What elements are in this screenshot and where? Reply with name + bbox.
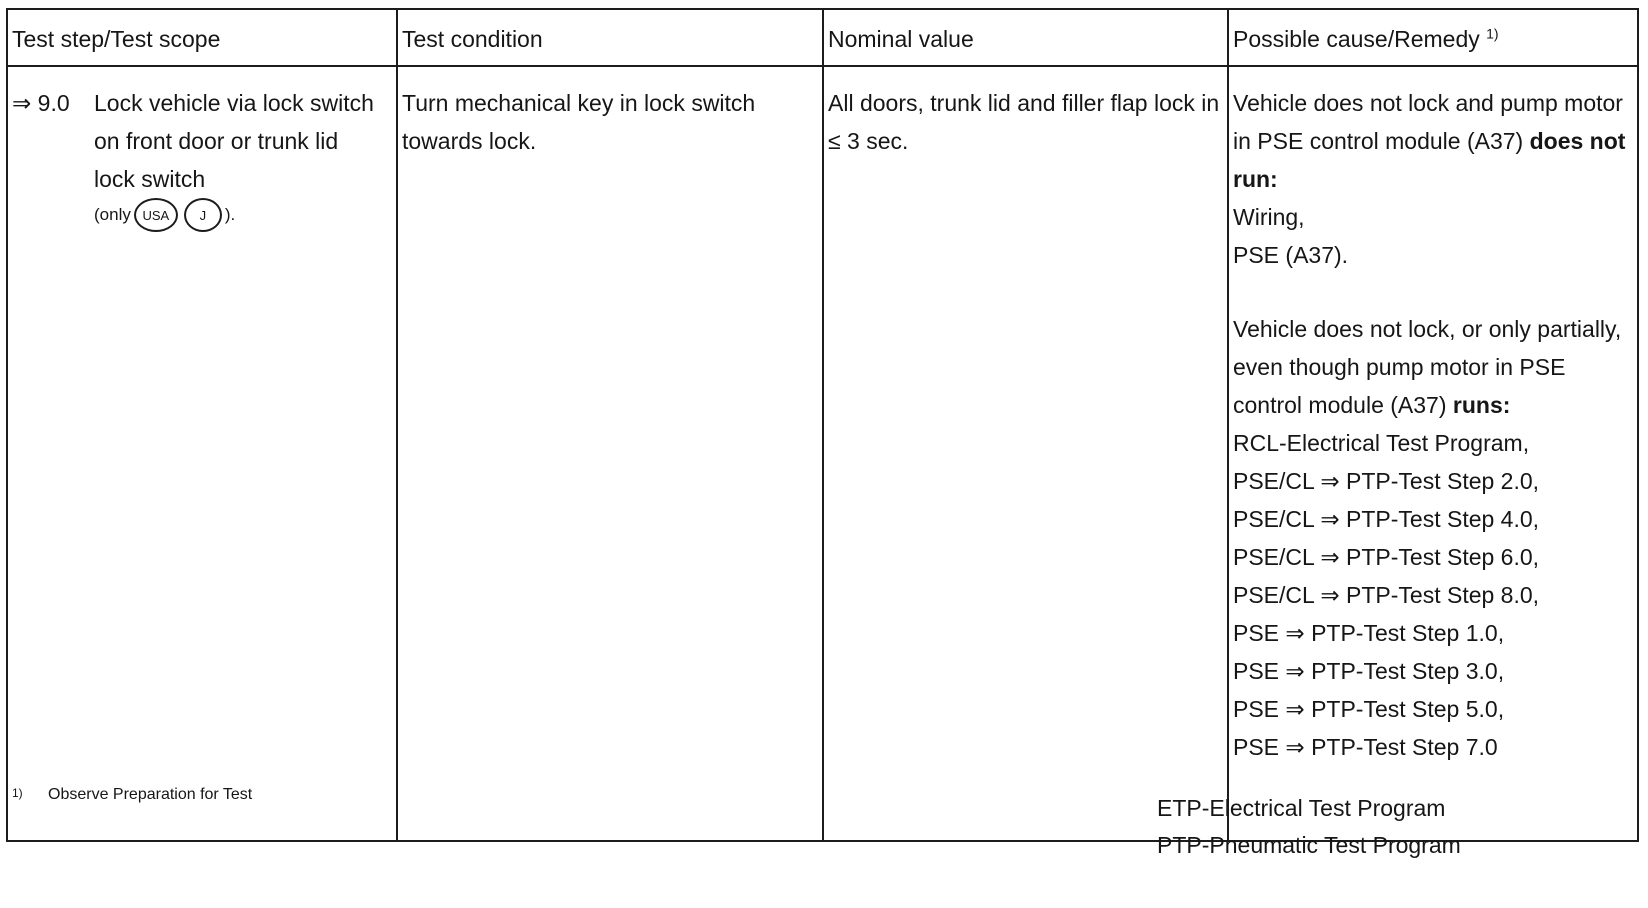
test-scope [94, 84, 392, 232]
japan-market-icon: J [184, 198, 222, 232]
remedy-item: PSE ⇒ PTP-Test Step 3.0, [1233, 658, 1505, 684]
footnote-marker: 1) [12, 786, 23, 800]
usa-market-icon: USA [134, 198, 178, 232]
header-test-step: Test step/Test scope [7, 9, 397, 66]
abbreviation-item: ETP-Electrical Test Program [1157, 795, 1446, 821]
abbreviation-item: PTP-Pneumatic Test Program [1157, 832, 1461, 858]
cause-pump-runs: Vehicle does not lock, or only partially, even though pump motor in PSE control module (A37) runs: [1233, 316, 1622, 418]
remedy-item: PSE/CL ⇒ PTP-Test Step 4.0, [1233, 506, 1540, 532]
table-header-row [7, 9, 1638, 66]
header-possible-cause: Possible cause/Remedy $^{1)}$ [1228, 9, 1638, 66]
header-test-condition: Test condition [397, 9, 823, 66]
cause-no-pump: Vehicle does not lock and pump motor in PSE control module (A37) does not run: [1233, 90, 1626, 192]
footnote-ref: 1) [1486, 25, 1499, 42]
remedy-item: PSE ⇒ PTP-Test Step 7.0 [1233, 734, 1498, 760]
footnote-text: Observe Preparation for Test [48, 786, 253, 803]
test-condition-text: Turn mechanical key in lock switch towards lock. [402, 90, 756, 154]
remedy-item: RCL-Electrical Test Program, [1233, 430, 1530, 456]
test-table [6, 8, 1639, 842]
remedy-item: PSE (A37). [1233, 242, 1349, 268]
remedy-list [1233, 84, 1633, 766]
remedy-item: PSE/CL ⇒ PTP-Test Step 2.0, [1233, 468, 1540, 494]
remedy-item: Wiring, [1233, 204, 1305, 230]
remedy-item: PSE ⇒ PTP-Test Step 1.0, [1233, 620, 1505, 646]
table-row [7, 66, 1638, 841]
footnote [12, 786, 252, 804]
cell-test-condition [397, 66, 823, 841]
cell-nominal-value [823, 66, 1228, 841]
market-restriction: (only USA J ). [94, 198, 392, 232]
cell-test-step [7, 66, 397, 841]
spacer [1233, 274, 1633, 310]
test-step [12, 84, 392, 232]
remedy-item: PSE ⇒ PTP-Test Step 5.0, [1233, 696, 1505, 722]
scope-line: Lock vehicle via lock switch [94, 90, 374, 116]
header-nominal-value: Nominal value [823, 9, 1228, 66]
scope-line: on front door or trunk lid [94, 128, 339, 154]
scope-line: lock switch [94, 166, 206, 192]
nominal-value-text: All doors, trunk lid and filler flap lock in ≤ 3 sec. [828, 90, 1220, 154]
abbreviation-legend [1157, 790, 1461, 864]
remedy-item: PSE/CL ⇒ PTP-Test Step 8.0, [1233, 582, 1540, 608]
cell-possible-cause [1228, 66, 1638, 841]
remedy-item: PSE/CL ⇒ PTP-Test Step 6.0, [1233, 544, 1540, 570]
step-number: ⇒ 9.0 [12, 90, 70, 116]
